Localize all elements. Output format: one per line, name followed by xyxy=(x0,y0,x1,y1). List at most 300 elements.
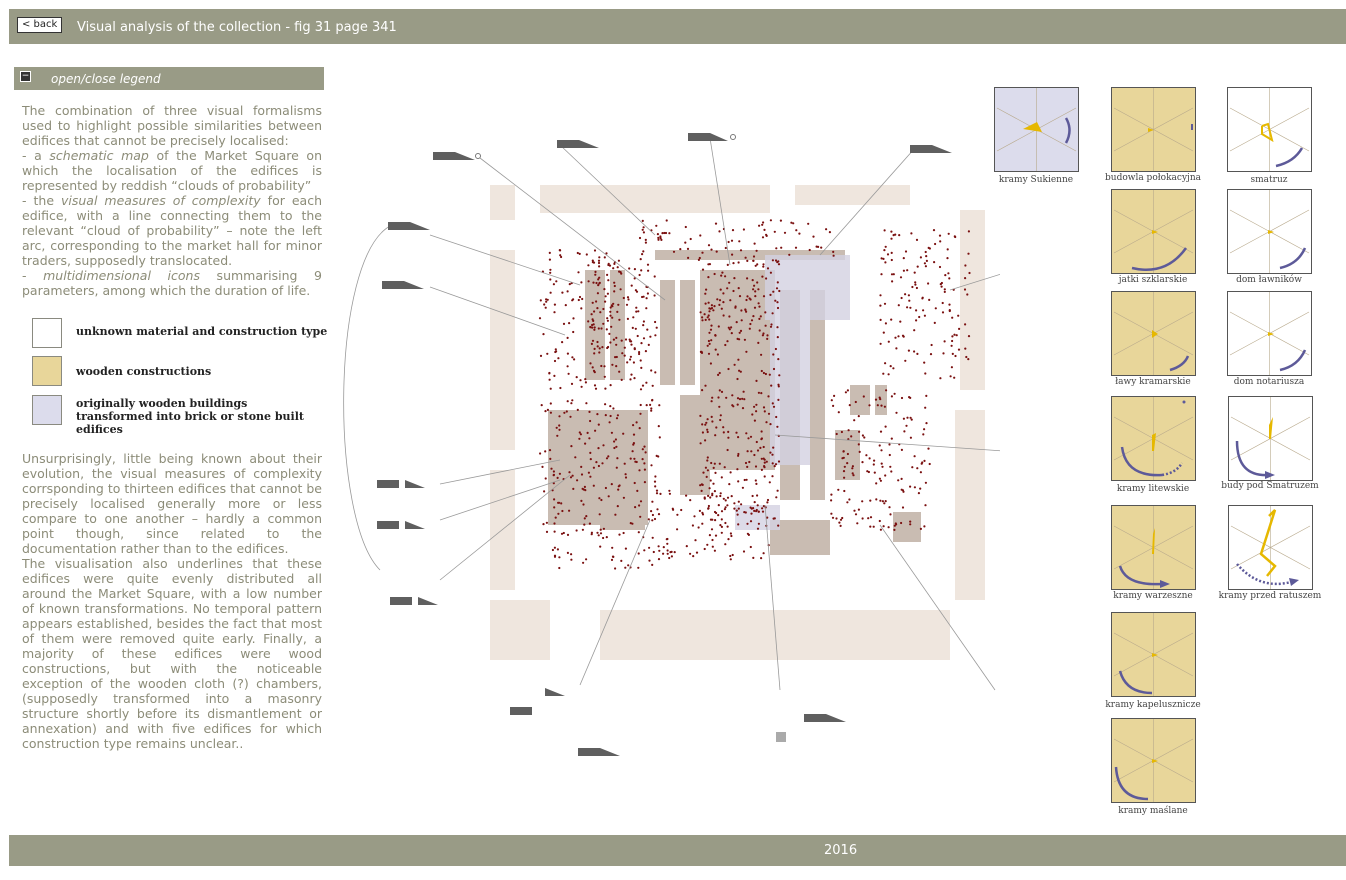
cloud-dot xyxy=(607,320,609,322)
cloud-dot xyxy=(733,277,735,279)
cloud-dot xyxy=(639,516,641,518)
cloud-dot xyxy=(934,243,936,245)
cloud-dot xyxy=(624,567,626,569)
cloud-dot xyxy=(684,242,686,244)
cloud-dot xyxy=(902,491,904,493)
cloud-dot xyxy=(756,441,758,443)
cloud-dot xyxy=(756,494,758,496)
cloud-dot xyxy=(606,328,608,330)
cloud-dot xyxy=(719,524,721,526)
cloud-dot xyxy=(743,511,745,513)
cloud-dot xyxy=(879,500,881,502)
cloud-dot xyxy=(795,247,797,249)
cloud-dot xyxy=(570,402,572,404)
cloud-dot xyxy=(752,279,754,281)
hexagram-icon xyxy=(1112,719,1195,802)
cloud-dot xyxy=(710,329,712,331)
cloud-dot xyxy=(784,232,786,234)
cloud-dot xyxy=(596,307,598,309)
cloud-dot xyxy=(598,465,600,467)
cloud-dot xyxy=(885,246,887,248)
cloud-dot xyxy=(717,514,719,516)
cloud-dot xyxy=(570,445,572,447)
cloud-dot xyxy=(780,247,782,249)
cloud-dot xyxy=(570,476,572,478)
cloud-dot xyxy=(720,414,722,416)
cloud-dot xyxy=(651,399,653,401)
cloud-dot xyxy=(642,229,644,231)
cloud-dot xyxy=(592,282,594,284)
cloud-dot xyxy=(613,290,615,292)
cloud-dot xyxy=(909,307,911,309)
cloud-dot xyxy=(721,272,723,274)
cloud-dot xyxy=(599,347,601,349)
cloud-dot xyxy=(942,302,944,304)
cloud-dot xyxy=(729,299,731,301)
cloud-dot xyxy=(757,504,759,506)
cloud-dot xyxy=(595,300,597,302)
cloud-dot xyxy=(561,510,563,512)
cloud-dot xyxy=(632,444,634,446)
cloud-dot xyxy=(727,497,729,499)
cloud-dot xyxy=(758,302,760,304)
cloud-dot xyxy=(725,499,727,501)
cloud-dot xyxy=(880,529,882,531)
multidimensional-icon xyxy=(1227,189,1312,274)
cloud-dot xyxy=(568,471,570,473)
cloud-dot xyxy=(617,489,619,491)
cloud-dot xyxy=(635,311,637,313)
cloud-dot xyxy=(654,294,656,296)
cloud-dot xyxy=(869,526,871,528)
cloud-dot xyxy=(717,353,719,355)
cloud-dot xyxy=(613,447,615,449)
cloud-dot xyxy=(658,404,660,406)
multidimensional-icon xyxy=(994,87,1079,172)
cloud-dot xyxy=(766,235,768,237)
cloud-dot xyxy=(609,421,611,423)
cloud-dot xyxy=(914,281,916,283)
cloud-dot xyxy=(599,546,601,548)
cloud-dot xyxy=(719,372,721,374)
cloud-dot xyxy=(888,341,890,343)
cloud-dot xyxy=(731,394,733,396)
cloud-dot xyxy=(625,338,627,340)
cloud-dot xyxy=(841,431,843,433)
cloud-dot xyxy=(868,404,870,406)
cloud-dot xyxy=(913,350,915,352)
cloud-dot xyxy=(809,249,811,251)
cloud-dot xyxy=(658,550,660,552)
cloud-dot xyxy=(754,295,756,297)
cloud-dot xyxy=(745,462,747,464)
cloud-dot xyxy=(925,265,927,267)
cloud-dot xyxy=(730,471,732,473)
cloud-dot xyxy=(858,415,860,417)
cloud-dot xyxy=(917,266,919,268)
cloud-dot xyxy=(763,229,765,231)
cloud-dot xyxy=(541,466,543,468)
cloud-dot xyxy=(617,505,619,507)
cloud-dot xyxy=(774,231,776,233)
cloud-dot xyxy=(595,282,597,284)
cloud-dot xyxy=(649,336,651,338)
cloud-dot xyxy=(837,489,839,491)
cloud-dot xyxy=(885,389,887,391)
cloud-dot xyxy=(914,455,916,457)
cloud-dot xyxy=(614,567,616,569)
cloud-dot xyxy=(656,508,658,510)
cloud-dot xyxy=(549,259,551,261)
cloud-dot xyxy=(923,428,925,430)
legend-toggle-bar[interactable] xyxy=(14,67,324,90)
cloud-dot xyxy=(750,507,752,509)
cloud-dot xyxy=(760,557,762,559)
cloud-dot xyxy=(948,233,950,235)
cloud-dot xyxy=(567,534,569,536)
cloud-dot xyxy=(584,443,586,445)
cloud-dot xyxy=(795,229,797,231)
cloud-dot xyxy=(570,559,572,561)
cloud-dot xyxy=(773,368,775,370)
cloud-dot xyxy=(906,417,908,419)
cloud-dot xyxy=(764,311,766,313)
cloud-dot xyxy=(880,449,882,451)
cloud-dot xyxy=(772,312,774,314)
cloud-dot xyxy=(612,556,614,558)
cloud-dot xyxy=(944,340,946,342)
cloud-dot xyxy=(632,316,634,318)
cloud-dot xyxy=(643,446,645,448)
icon-label: ławy kramarskie xyxy=(1115,377,1191,387)
cloud-dot xyxy=(763,458,765,460)
cloud-dot xyxy=(558,556,560,558)
cloud-dot xyxy=(554,547,556,549)
cloud-dot xyxy=(621,352,623,354)
cloud-dot xyxy=(902,335,904,337)
cloud-dot xyxy=(727,437,729,439)
cloud-dot xyxy=(745,257,747,259)
cloud-dot xyxy=(550,388,552,390)
cloud-dot xyxy=(707,456,709,458)
cloud-dot xyxy=(574,456,576,458)
cloud-dot xyxy=(750,520,752,522)
cloud-dot xyxy=(600,532,602,534)
cloud-dot xyxy=(611,547,613,549)
cloud-dot xyxy=(661,232,663,234)
cloud-dot xyxy=(767,499,769,501)
cloud-dot xyxy=(728,483,730,485)
cloud-dot xyxy=(726,287,728,289)
cloud-dot xyxy=(720,275,722,277)
hexagram-icon xyxy=(1112,190,1195,273)
cloud-dot xyxy=(723,431,725,433)
cloud-dot xyxy=(777,399,779,401)
cloud-dot xyxy=(616,467,618,469)
cloud-dot xyxy=(942,352,944,354)
cloud-dot xyxy=(727,538,729,540)
cloud-dot xyxy=(563,412,565,414)
cloud-dot xyxy=(639,413,641,415)
cloud-dot xyxy=(895,412,897,414)
cloud-dot xyxy=(685,226,687,228)
cloud-dot xyxy=(870,516,872,518)
cloud-dot xyxy=(764,462,766,464)
cloud-dot xyxy=(763,295,765,297)
cloud-dot xyxy=(656,455,658,457)
cloud-dot xyxy=(714,334,716,336)
cloud-dot xyxy=(890,319,892,321)
cloud-dot xyxy=(705,467,707,469)
cloud-dot xyxy=(851,467,853,469)
cloud-dot xyxy=(630,344,632,346)
cloud-dot xyxy=(729,555,731,557)
cloud-dot xyxy=(669,493,671,495)
cloud-dot xyxy=(910,417,912,419)
cloud-dot xyxy=(560,502,562,504)
cloud-dot xyxy=(763,372,765,374)
cloud-dot xyxy=(589,476,591,478)
cloud-dot xyxy=(625,476,627,478)
hexagram-icon xyxy=(1229,397,1312,480)
multidimensional-icon xyxy=(1228,396,1313,481)
legend-toggle-label[interactable]: open/close legend xyxy=(51,72,161,86)
cloud-dot xyxy=(553,283,555,285)
cloud-dot xyxy=(738,508,740,510)
cloud-dot xyxy=(768,413,770,415)
cloud-dot xyxy=(968,272,970,274)
cloud-dot xyxy=(699,484,701,486)
cloud-dot xyxy=(555,517,557,519)
multidimensional-icon xyxy=(1111,189,1196,274)
cloud-dot xyxy=(669,551,671,553)
cloud-dot xyxy=(951,317,953,319)
cloud-dot xyxy=(777,336,779,338)
cloud-dot xyxy=(702,513,704,515)
cloud-dot xyxy=(764,410,766,412)
back-button[interactable]: < back xyxy=(17,17,62,33)
cloud-dot xyxy=(761,469,763,471)
cloud-dot xyxy=(709,343,711,345)
cloud-dot xyxy=(549,269,551,271)
cloud-dot xyxy=(948,304,950,306)
cloud-dot xyxy=(948,277,950,279)
cloud-dot xyxy=(842,450,844,452)
cloud-dot xyxy=(749,328,751,330)
legend-intro: The combination of three visual formalisms used to highlight possible similarities between edifices that cannot be precisely localised: xyxy=(22,103,322,148)
cloud-dot xyxy=(634,506,636,508)
cloud-dot xyxy=(642,385,644,387)
cloud-dot xyxy=(692,555,694,557)
cloud-dot xyxy=(573,358,575,360)
cloud-dot xyxy=(710,362,712,364)
cloud-dot xyxy=(881,463,883,465)
cloud-dot xyxy=(731,495,733,497)
cloud-dot xyxy=(738,338,740,340)
cloud-dot xyxy=(572,331,574,333)
cloud-dot xyxy=(580,307,582,309)
cloud-dot xyxy=(831,399,833,401)
cloud-dot xyxy=(888,373,890,375)
cloud-dot xyxy=(543,303,545,305)
cloud-dot xyxy=(914,272,916,274)
cloud-dot xyxy=(853,510,855,512)
multidimensional-icon xyxy=(1111,291,1196,376)
cloud-dot xyxy=(618,260,620,262)
cloud-dot xyxy=(964,288,966,290)
cloud-dot xyxy=(843,477,845,479)
cloud-dot xyxy=(633,377,635,379)
cloud-dot xyxy=(746,277,748,279)
cloud-dot xyxy=(740,249,742,251)
cloud-dot xyxy=(951,340,953,342)
cloud-dot xyxy=(603,528,605,530)
cloud-dot xyxy=(840,525,842,527)
cloud-dot xyxy=(698,526,700,528)
cloud-dot xyxy=(593,485,595,487)
cloud-dot xyxy=(916,287,918,289)
cloud-dot xyxy=(777,525,779,527)
cloud-dot xyxy=(642,458,644,460)
cloud-dot xyxy=(614,356,616,358)
cloud-dot xyxy=(883,332,885,334)
cloud-dot xyxy=(719,299,721,301)
collapse-icon[interactable]: − xyxy=(21,71,30,81)
cloud-dot xyxy=(563,323,565,325)
cloud-dot xyxy=(659,436,661,438)
cloud-dot xyxy=(609,315,611,317)
cloud-dot xyxy=(687,257,689,259)
cloud-dot xyxy=(711,307,713,309)
key-label-wooden: wooden constructions xyxy=(76,365,212,378)
cloud-dot xyxy=(598,282,600,284)
cloud-dot xyxy=(615,446,617,448)
cloud-dot xyxy=(888,526,890,528)
cloud-dot xyxy=(778,385,780,387)
cloud-dot xyxy=(554,360,556,362)
cloud-dot xyxy=(712,309,714,311)
cloud-dot xyxy=(602,308,604,310)
cloud-dot xyxy=(752,557,754,559)
cloud-dot xyxy=(758,511,760,513)
cloud-dot xyxy=(626,361,628,363)
cloud-dot xyxy=(570,553,572,555)
cloud-dot xyxy=(704,385,706,387)
cloud-dot xyxy=(567,552,569,554)
cloud-dot xyxy=(663,546,665,548)
cloud-dot xyxy=(756,281,758,283)
cloud-dot xyxy=(752,288,754,290)
cloud-dot xyxy=(617,266,619,268)
cloud-dot xyxy=(724,466,726,468)
cloud-dot xyxy=(634,461,636,463)
cloud-dot xyxy=(665,232,667,234)
cloud-dot xyxy=(923,460,925,462)
cloud-dot xyxy=(651,519,653,521)
cloud-dot xyxy=(958,349,960,351)
cloud-dot xyxy=(627,296,629,298)
cloud-dot xyxy=(718,325,720,327)
cloud-dot xyxy=(734,364,736,366)
cloud-dot xyxy=(930,353,932,355)
cloud-dot xyxy=(715,223,717,225)
cloud-dot xyxy=(753,510,755,512)
cloud-dot xyxy=(890,365,892,367)
cloud-dot xyxy=(758,318,760,320)
cloud-dot xyxy=(879,397,881,399)
cloud-dot xyxy=(623,497,625,499)
cloud-dot xyxy=(833,255,835,257)
cloud-dot xyxy=(597,292,599,294)
cloud-dot xyxy=(539,452,541,454)
cloud-dot xyxy=(542,333,544,335)
cloud-dot xyxy=(666,538,668,540)
cloud-dot xyxy=(770,272,772,274)
cloud-dot xyxy=(958,328,960,330)
cloud-dot xyxy=(636,291,638,293)
cloud-dot xyxy=(581,298,583,300)
cloud-dot xyxy=(605,414,607,416)
cloud-dot xyxy=(710,249,712,251)
cloud-dot xyxy=(746,260,748,262)
cloud-dot xyxy=(642,324,644,326)
cloud-dot xyxy=(549,272,551,274)
cloud-dot xyxy=(774,517,776,519)
cloud-dot xyxy=(865,454,867,456)
cloud-dot xyxy=(891,273,893,275)
cloud-dot xyxy=(848,498,850,500)
cloud-dot xyxy=(590,458,592,460)
cloud-dot xyxy=(904,293,906,295)
cloud-dot xyxy=(585,515,587,517)
cloud-dot xyxy=(641,253,643,255)
cloud-dot xyxy=(732,262,734,264)
cloud-dot xyxy=(704,424,706,426)
cloud-dot xyxy=(711,397,713,399)
cloud-dot xyxy=(718,304,720,306)
cloud-dot xyxy=(563,532,565,534)
cloud-dot xyxy=(753,406,755,408)
cloud-dot xyxy=(740,309,742,311)
key-label-unknown: unknown material and construction type xyxy=(76,325,328,338)
cloud-dot xyxy=(885,322,887,324)
cloud-dot xyxy=(749,323,751,325)
cloud-dot xyxy=(676,514,678,516)
cloud-dot xyxy=(645,451,647,453)
cloud-dot xyxy=(732,229,734,231)
cloud-dot xyxy=(666,219,668,221)
cloud-dot xyxy=(705,289,707,291)
cloud-dot xyxy=(712,546,714,548)
cloud-dot xyxy=(569,283,571,285)
cloud-dot xyxy=(693,515,695,517)
cloud-dot xyxy=(621,340,623,342)
cloud-dot xyxy=(572,488,574,490)
cloud-dot xyxy=(658,545,660,547)
icon-label: jatki szklarskie xyxy=(1118,275,1188,285)
cloud-dot xyxy=(667,553,669,555)
cloud-dot xyxy=(875,399,877,401)
cloud-dot xyxy=(643,462,645,464)
cloud-dot xyxy=(869,457,871,459)
cloud-dot xyxy=(548,372,550,374)
cloud-dot xyxy=(769,294,771,296)
multidimensional-icon xyxy=(1111,505,1196,590)
cloud-dot xyxy=(546,522,548,524)
cloud-dot xyxy=(710,479,712,481)
cloud-dot xyxy=(732,290,734,292)
cloud-dot xyxy=(654,334,656,336)
